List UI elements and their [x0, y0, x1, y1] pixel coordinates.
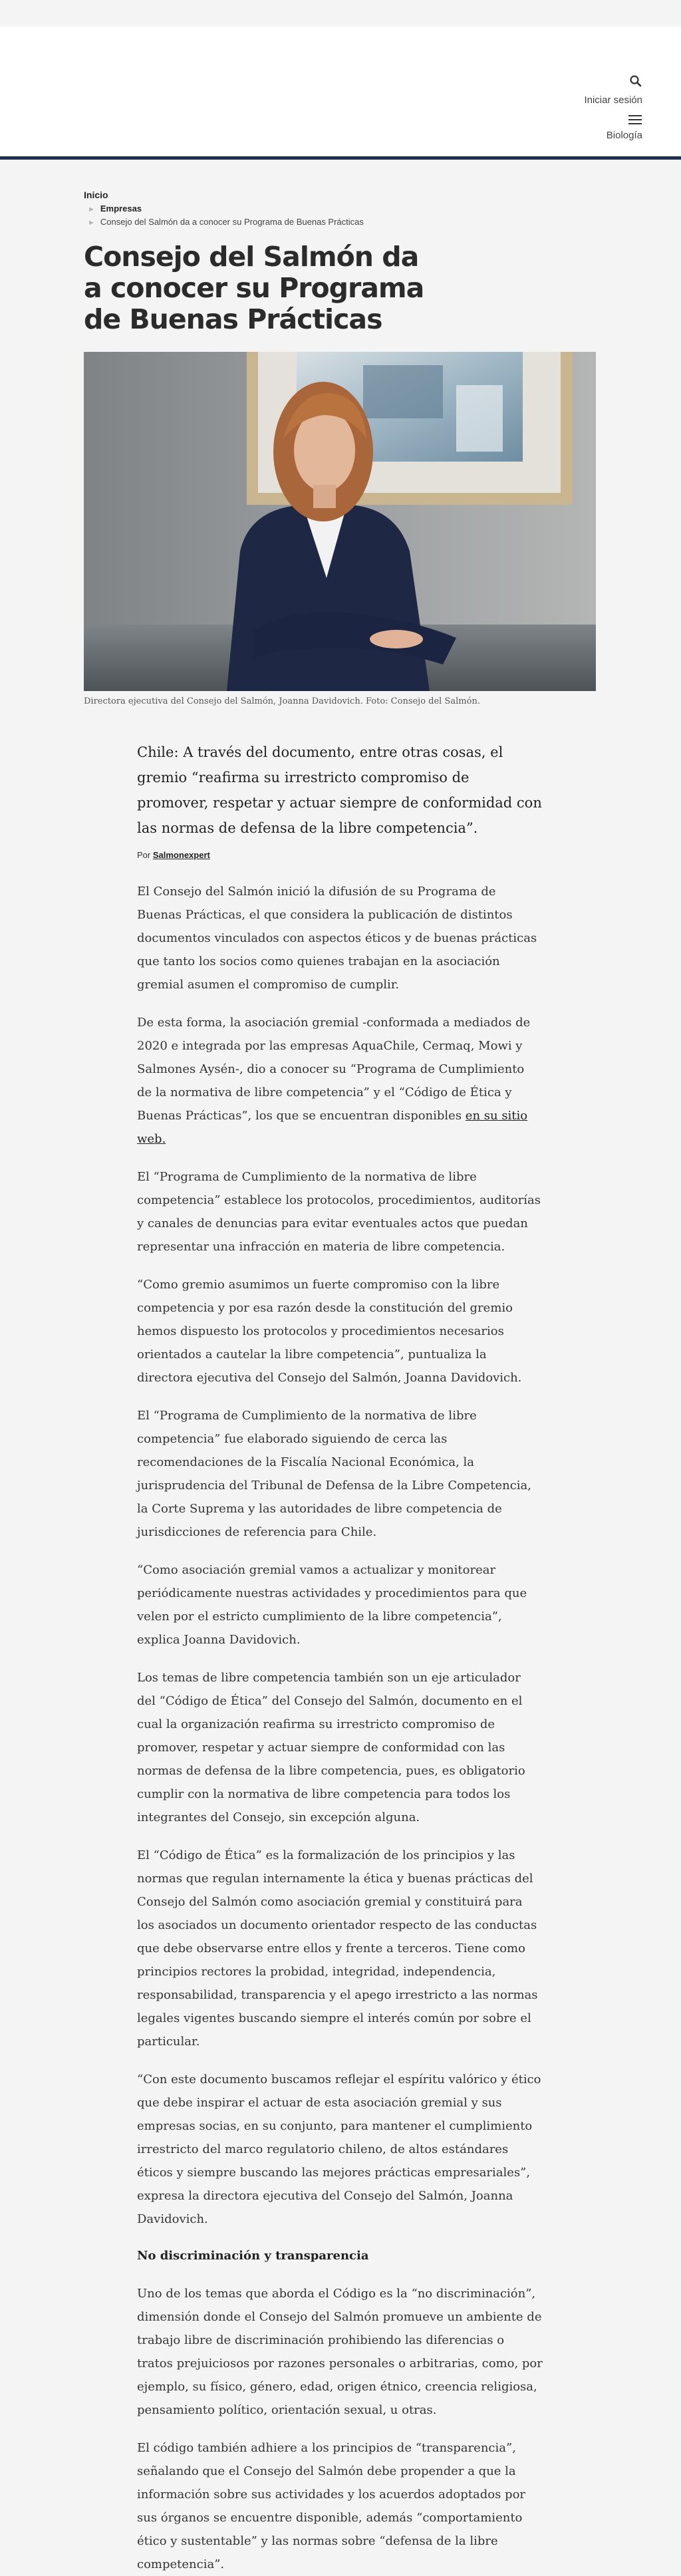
byline	[137, 850, 543, 860]
breadcrumb-item-current	[84, 217, 596, 227]
top-strip	[0, 0, 681, 27]
paragraph: Uno de los temas que aborda el Código es la “no discriminación”, dimensión donde el Consejo del Salmón promueve un ambiente de trabajo libre de discriminación prohibiendo las diferencias o tratos prejuiciosos por razones personales o arbitrarias, como, por ejemplo, su físico, género, edad, origen étnico, creencia religiosa, pensamiento político, orientación sexual, u otras.	[137, 2287, 543, 2417]
section-heading: No discriminación y transparencia	[137, 2249, 369, 2263]
paragraph: El “Programa de Cumplimiento de la normativa de libre competencia” fue elaborado siguiendo de cerca las recomendaciones de la Fiscalía Nacional Económica, la jurisprudencia del Tribunal de Defensa de la Libre Competencia, la Corte Suprema y las autoridades de libre competencia de jurisdicciones de referencia para Chile.	[137, 1409, 532, 1539]
hamburger-icon[interactable]	[628, 114, 642, 126]
page-title: Consejo del Salmón da a conocer su Programa de Buenas Prácticas	[84, 241, 424, 335]
chevron-right-icon: ►	[88, 206, 95, 214]
breadcrumb	[84, 160, 596, 227]
website-link[interactable]: en su sitio web.	[137, 1109, 528, 1146]
login-link[interactable]: Iniciar sesión	[584, 94, 642, 106]
breadcrumb-label: Empresas	[100, 204, 142, 214]
paragraph: El código también adhiere a los principios de “transparencia”, señalando que el Consejo del Salmón debe propender a que la información sobre sus actividades y los acuerdos adoptados por sus órganos se encuentre disponible, además “comportamiento ético y sustentable” y las normas sobre “defensa de la libre competencia”.	[137, 2441, 526, 2571]
paragraph: “Como asociación gremial vamos a actualizar y monitorear periódicamente nuestras actividades y procedimientos para que velen por el estricto cumplimiento de la libre competencia”, explica Joanna Davidovich.	[137, 1563, 527, 1647]
article-lead: Chile: A través del documento, entre otras cosas, el gremio “reafirma su irrestricto compromiso de promover, respetar y actuar siempre de conformidad con las normas de defensa de la libre competencia”.	[137, 744, 542, 836]
paragraph: “Como gremio asumimos un fuerte compromiso con la libre competencia y por esa razón desde la constitución del gremio hemos dispuesto los protocolos y procedimientos necesarios orientados a cautelar la libre competencia”, puntualiza la directora ejecutiva del Consejo del Salmón, Joanna Davidovich.	[137, 1278, 522, 1385]
paragraph-text: De esta forma, la asociación gremial -conformada a mediados de 2020 e integrada por las empresas AquaChile, Cermaq, Mowi y Salmones Aysén-, dio a conocer su “Programa de Cumplimiento de la normativa de libre competencia” y el “Código de Ética y Buenas Prácticas”, los que se encuentran disponibles	[137, 1016, 531, 1123]
byline-prefix: Por	[137, 850, 151, 860]
breadcrumb-home[interactable]: Inicio	[84, 190, 108, 200]
main-content	[84, 160, 596, 2576]
site-header	[0, 27, 681, 160]
article-body	[137, 740, 543, 2576]
paragraph: Los temas de libre competencia también son un eje articulador del “Código de Ética” del Consejo del Salmón, documento en el cual la organización reafirma su irrestricto compromiso de promover, respetar y actuar siempre de conformidad con las normas de defensa de la libre competencia, pues, es obligatorio cumplir con la normativa de libre competencia para todos los integrantes del Consejo, sin excepción alguna.	[137, 1671, 525, 1824]
paragraph: El “Programa de Cumplimiento de la normativa de libre competencia” establece los protocolos, procedimientos, auditorías y canales de denuncias para evitar eventuales actos que puedan representar una infracción en materia de libre competencia.	[137, 1170, 541, 1254]
hero-image	[84, 352, 596, 691]
breadcrumb-label: Consejo del Salmón da a conocer su Programa de Buenas Prácticas	[100, 217, 364, 227]
chevron-right-icon: ►	[88, 219, 95, 227]
paragraph	[137, 1011, 543, 1151]
paragraph: “Con este documento buscamos reflejar el espíritu valórico y ético que debe inspirar el actuar de esta asociación gremial y sus empresas socias, en su conjunto, para mantener el cumplimiento irrestricto del marco regulatorio chileno, de altos estándares éticos y siempre buscando las mejores prácticas empresariales”, expresa la directora ejecutiva del Consejo del Salmón, Joanna Davidovich.	[137, 2073, 541, 2226]
search-icon[interactable]	[629, 74, 642, 88]
breadcrumb-item-empresas[interactable]	[84, 204, 596, 214]
section-link[interactable]: Biología	[606, 130, 642, 141]
paragraph: El “Código de Ética” es la formalización de los principios y las normas que regulan internamente la ética y buenas prácticas del Consejo del Salmón como asociación gremial y constituirá para los asociados un documento orientador respecto de las conductas que debe observarse entre ellos y frente a terceros. Tiene como principios rectores la probidad, integridad, independencia, responsabilidad, transparencia y el apego irrestricto a las normas legales vigentes buscando siempre el interés común por sobre el particular.	[137, 1848, 538, 2049]
header-tools	[549, 74, 642, 141]
author-link[interactable]: Salmonexpert	[152, 850, 210, 860]
paragraph: El Consejo del Salmón inició la difusión de su Programa de Buenas Prácticas, el que considera la publicación de distintos documentos vinculados con aspectos éticos y de buenas prácticas que tanto los socios como quienes trabajan en la asociación gremial asumen el compromiso de cumplir.	[137, 885, 537, 992]
image-caption: Directora ejecutiva del Consejo del Salmón, Joanna Davidovich. Foto: Consejo del Salmón.	[84, 696, 480, 706]
